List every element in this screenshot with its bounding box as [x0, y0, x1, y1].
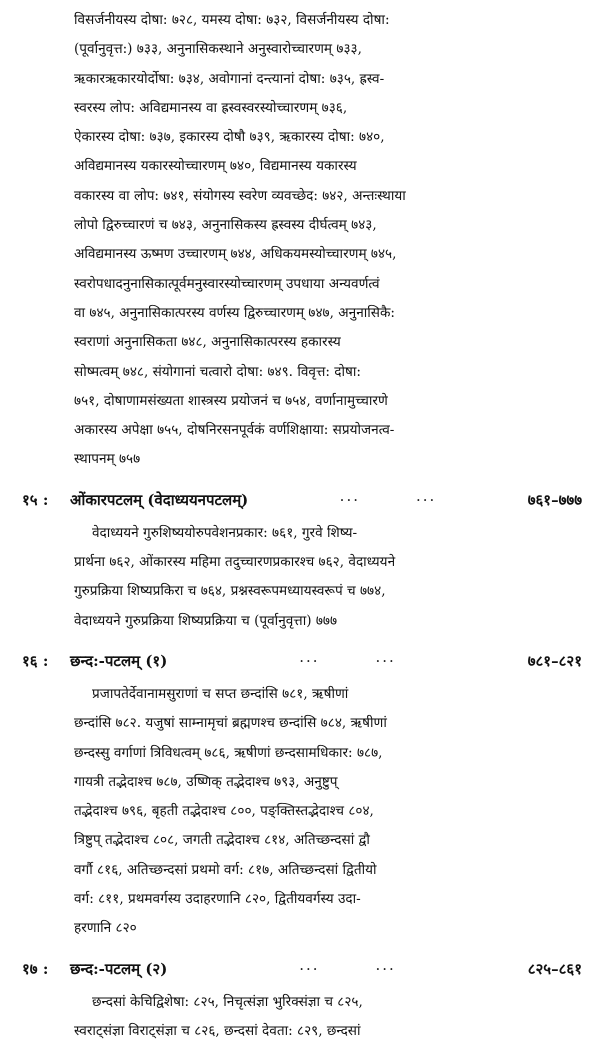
text-line: हरणानि ८२० — [74, 920, 137, 937]
section-title: छन्द:-पटलम् (२) — [70, 959, 168, 978]
text-line: प्रजापतेर्देवानामसुराणां च सप्त छन्दांसि ७८१, ऋषीणां — [92, 685, 349, 702]
text-line: वकारस्य वा लोप: ७४१, संयोगस्य स्वरेण व्यवच्छेद: ७४२, अन्तःस्थाया — [74, 187, 406, 204]
text-line: प्रार्थना ७६२, ओंकारस्य महिमा तदुच्चारणप्रकारश्च ७६२, वेदाध्ययने — [74, 554, 396, 571]
text-line: (पूर्वानुवृत्त:) ७३३, अनुनासिकस्थाने अनुस्वारोच्चारणम् ७३३, — [74, 41, 362, 58]
text-line: ७५१, दोषाणामसंख्यता शास्त्रस्य प्रयोजनं च ७५४, वर्णानामुच्चारणे — [74, 392, 388, 409]
section-body — [22, 988, 582, 1046]
section-title: ओंकारपटलम् (वेदाध्ययनपटलम्) — [70, 490, 249, 509]
text-line: स्थापनम् ७५७ — [74, 451, 141, 468]
top-paragraph — [22, 6, 582, 475]
text-line: वेदाध्ययने गुरुशिष्ययोरुपवेशनप्रकार: ७६१, गुरवे शिष्य- — [92, 524, 358, 541]
section-number: १७ : — [22, 959, 49, 978]
text-line: छन्दसां केचिद्विशेषा: ८२५, निचृत्संज्ञा भुरिक्संज्ञा च ८२५, — [92, 993, 363, 1010]
text-line: विसर्जनीयस्य दोषा: ७२८, यमस्य दोषा: ७३२, विसर्जनीयस्य दोषा: — [74, 12, 390, 28]
section-body — [22, 680, 582, 944]
text-line: वा ७४५, अनुनासिकात्परस्य वर्णस्य द्विरुच्चारणम् ७४७, अनुनासिकै: — [74, 304, 395, 321]
leader-dots: ··· ··· — [299, 959, 396, 978]
section-body — [22, 519, 582, 636]
section-15 — [22, 483, 582, 636]
text-line: छन्दांसि ७८२. यजुषां साम्नामृचां ब्रह्मणश्च छन्दांसि ७८४, ऋषीणां — [74, 715, 387, 732]
text-line: गुरुप्रक्रिया शिष्यप्रकिरा च ७६४, प्रश्नस्वरूपमध्यायस्वरूपं च ७७४, — [74, 583, 386, 600]
section-17 — [22, 952, 582, 1046]
text-line: वेदाध्ययने गुरुप्रक्रिया शिष्यप्रक्रिया च (पूर्वानुवृत्ता) ७७७ — [74, 612, 338, 629]
text-line: त्रिष्टुप् तद्भेदाश्च ८०८, जगती तद्भेदाश्च ८१४, अतिच्छन्दसां द्वौ — [74, 832, 370, 849]
text-line: स्वराणां अनुनासिकता ७४८, अनुनासिकात्परस्य हकारस्य — [74, 334, 341, 351]
text-line: तद्भेदाश्च ७९६, बृहती तद्भेदाश्च ८००, पङ्क्तिस्तद्भेदाश्च ८०४, — [74, 803, 374, 820]
section-heading — [22, 483, 582, 517]
text-line: स्वरोपधादनुनासिकात्पूर्वमनुस्वारस्योच्चारणम् उपधाया अन्यवर्णत्वं — [74, 275, 380, 292]
section-number: १६ : — [22, 651, 49, 670]
page-range: ७६१–७७७ — [527, 490, 582, 509]
section-number: १५ : — [22, 490, 49, 509]
section-heading — [22, 952, 582, 986]
page-range: ७८१–८२१ — [527, 651, 582, 670]
page-range: ८२५–८६१ — [527, 959, 582, 978]
leader-dots: ··· ··· — [299, 651, 396, 670]
section-16 — [22, 644, 582, 944]
text-line: वर्ग: ८११, प्रथमवर्गस्य उदाहरणानि ८२०, द्वितीयवर्गस्य उदा- — [74, 891, 361, 908]
text-line: सोष्मत्वम् ७४८, संयोगानां चत्वारो दोषा: ७४९. विवृत्त: दोषा: — [74, 363, 361, 380]
text-line: ऐकारस्य दोषा: ७३७, इकारस्य दोषौ ७३९, ऋकारस्य दोषा: ७४०, — [74, 129, 385, 146]
text-line: स्वराट्संज्ञा विराट्संज्ञा च ८२६, छन्दसां देवता: ८२९, छन्दसां — [74, 1022, 361, 1039]
text-line: अविद्यमानस्य यकारस्योच्चारणम् ७४०, विद्यमानस्य यकारस्य — [74, 158, 357, 175]
text-line: अविद्यमानस्य ऊष्मण उच्चारणम् ७४४, अधिकयमस्योच्चारणम् ७४५, — [74, 246, 397, 263]
text-line: स्वरस्य लोप: अविद्यमानस्य वा ह्रस्वस्वरस्योच्चारणम् ७३६, — [74, 99, 348, 116]
text-line: अकारस्य अपेक्षा ७५५, दोषनिरसनपूर्वकं वर्णशिक्षाया: सप्रयोजनत्व- — [74, 422, 395, 439]
text-line: छन्दस्सु वर्गाणां त्रिविधत्वम् ७८६, ऋषीणां छन्दसामधिकार: ७८७, — [74, 744, 383, 761]
section-title: छन्द:-पटलम् (१) — [70, 651, 168, 670]
text-line: लोपो द्विरुच्चारणं च ७४३, अनुनासिकस्य ह्रस्वस्य दीर्घत्वम् ७४३, — [74, 217, 377, 234]
text-line: गायत्री तद्भेदाश्च ७८७, उष्णिक् तद्भेदाश्च ७९३, अनुष्टुप् — [74, 773, 338, 790]
leader-dots: ··· ··· — [339, 490, 437, 509]
text-line: ऋकारऋकारयोर्दोषा: ७३४, अवोगानां दन्त्यानां दोषा: ७३५, ह्रस्व- — [74, 70, 385, 87]
text-line: वर्गौ ८१६, अतिच्छन्दसां प्रथमो वर्ग: ८१७, अतिच्छन्दसां द्वितीयो — [74, 861, 377, 878]
section-heading — [22, 644, 582, 678]
